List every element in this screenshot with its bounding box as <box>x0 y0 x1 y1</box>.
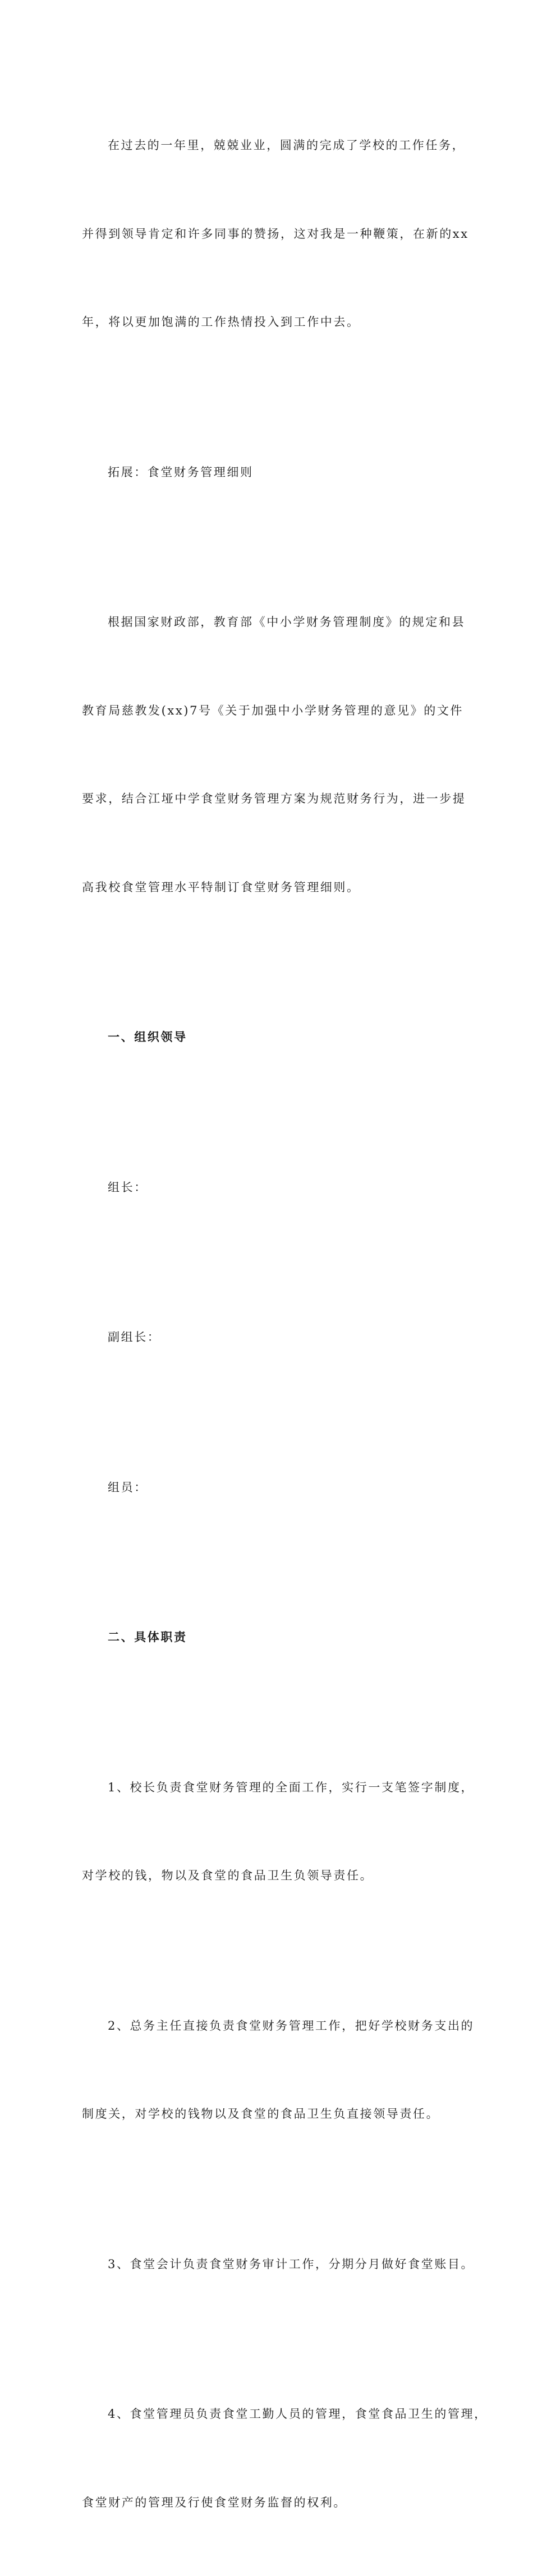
text-line: 4、食堂管理员负责食堂工勤人员的管理，食堂食品卫生的管理， <box>108 2407 488 2421</box>
text-line: 拓展：食堂财务管理细则 <box>108 465 254 479</box>
paragraph-duty-1 <box>82 1714 475 1950</box>
heading-text: 一、组织领导 <box>108 1030 187 1044</box>
paragraph-duty-3 <box>82 2191 475 2338</box>
paragraph-extension-title <box>82 399 454 546</box>
text-line: 副组长： <box>108 1330 161 1344</box>
text-line: 在过去的一年里，兢兢业业，圆满的完成了学校的工作任务， <box>108 139 466 152</box>
paragraph-duty-4 <box>82 2340 488 2576</box>
text-line: 并得到领导肯定和许多同事的赞扬，这对我是一种鞭策，在新的xx <box>82 227 469 241</box>
paragraph-deputy-leader <box>82 1264 454 1411</box>
text-line: 组长： <box>108 1180 148 1194</box>
heading-text: 二、具体职责 <box>108 1630 187 1644</box>
paragraph-basis <box>82 549 466 961</box>
paragraph-leader <box>82 1114 454 1261</box>
paragraph-intro <box>82 72 469 396</box>
text-line: 食堂财产的管理及行使食堂财务监督的权利。 <box>82 2495 347 2509</box>
text-line: 制度关，对学校的钱物以及食堂的食品卫生负直接领导责任。 <box>82 2107 440 2121</box>
text-line: 年，将以更加饱满的工作热情投入到工作中去。 <box>82 315 360 329</box>
text-line: 对学校的钱，物以及食堂的食品卫生负领导责任。 <box>82 1869 374 1882</box>
section-heading-duties <box>82 1564 454 1711</box>
text-line: 2、总务主任直接负责食堂财务管理工作，把好学校财务支出的 <box>108 2019 475 2033</box>
text-line: 要求，结合江垭中学食堂财务管理方案为规范财务行为，进一步提 <box>82 792 466 805</box>
section-heading-organization <box>82 964 454 1111</box>
text-line: 3、食堂会计负责食堂财务审计工作，分期分月做好食堂账目。 <box>108 2257 475 2271</box>
text-line: 1、校长负责食堂财务管理的全面工作，实行一支笔签字制度， <box>108 1780 475 1794</box>
text-line: 高我校食堂管理水平特制订食堂财务管理细则。 <box>82 880 360 894</box>
paragraph-duty-2 <box>82 1952 475 2188</box>
paragraph-members <box>82 1414 454 1561</box>
text-line: 根据国家财政部，教育部《中小学财务管理制度》的规定和县 <box>108 615 466 629</box>
text-line: 教育局慈教发(xx)7号《关于加强中小学财务管理的意见》的文件 <box>82 703 464 717</box>
text-line: 组员： <box>108 1480 148 1494</box>
